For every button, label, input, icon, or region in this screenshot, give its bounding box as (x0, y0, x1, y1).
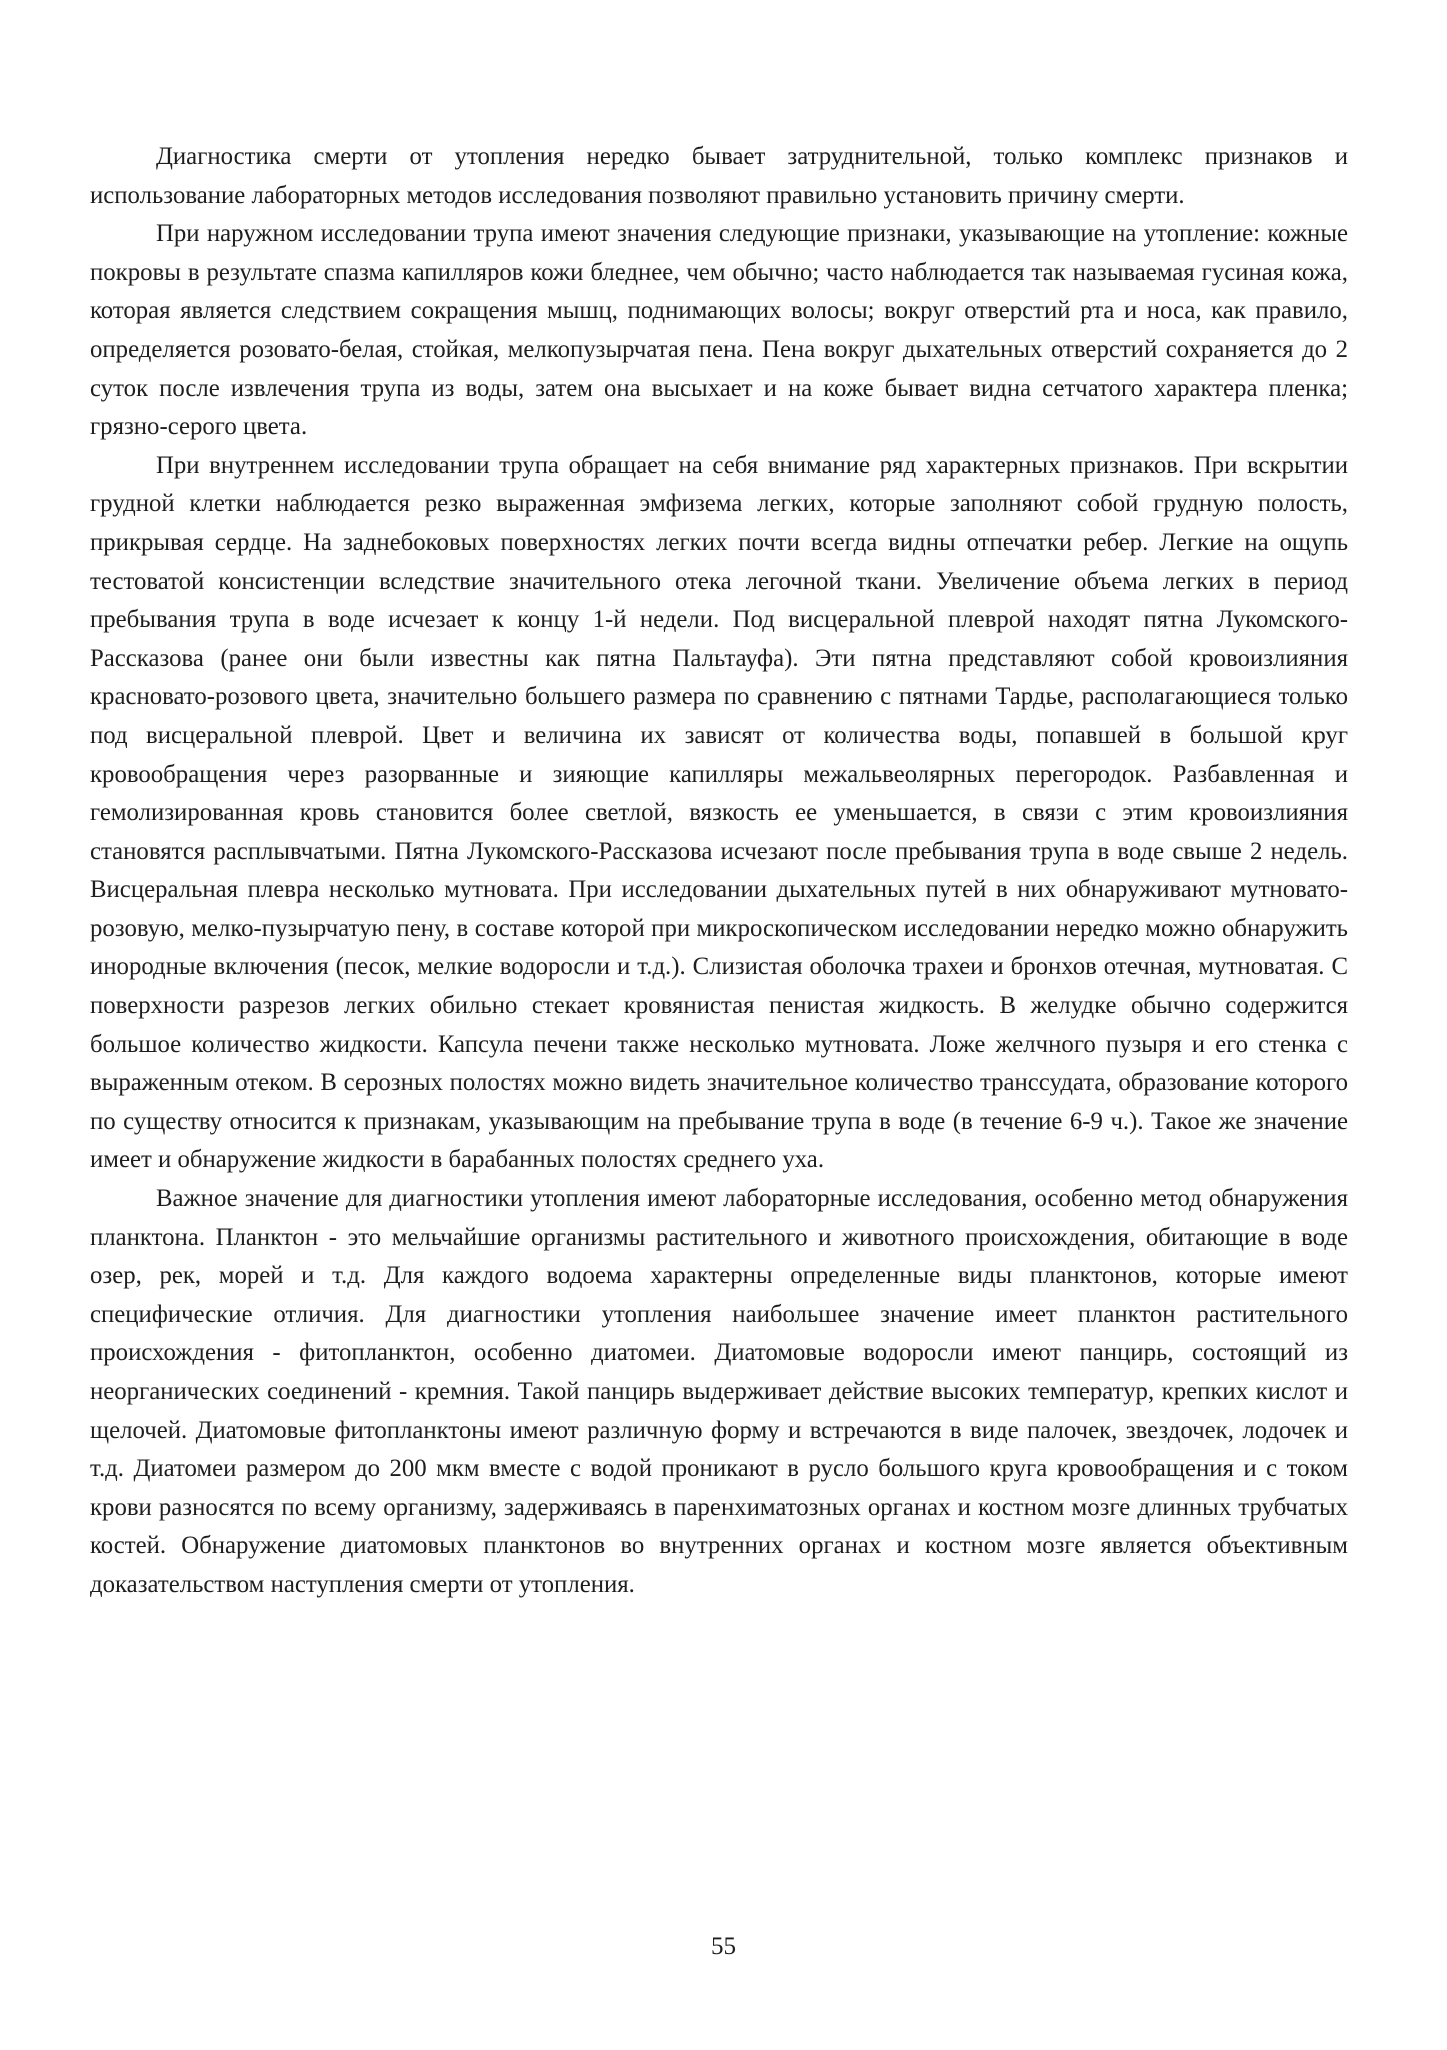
paragraph-laboratory-plankton: Важное значение для диагностики утопления имеют лабораторные исследования, особенно метод обнаружения планктона. Планктон - это мельчайшие организмы растительного и животного происхождения, обитающие в воде озер, рек, морей и т.д. Для каждого водоема характерны определенные виды планктонов, которые имеют специфические отличия. Для диагностики утопления наибольшее значение имеет планктон растительного происхождения - фитопланктон, особенно диатомеи. Диатомовые водоросли имеют панцирь, состоящий из неорганических соединений - кремния. Такой панцирь выдерживает действие высоких температур, крепких кислот и щелочей. Диатомовые фитопланктоны имеют различную форму и встречаются в виде палочек, звездочек, лодочек и т.д. Диатомеи размером до 200 мкм вместе с водой проникают в русло большого круга кровообращения и с током крови разносятся по всему организму, задерживаясь в паренхиматозных органах и костном мозге длинных трубчатых костей. Обнаружение диатомовых планктонов во внутренних органах и костном мозге является объективным доказательством наступления смерти от утопления. (90, 1185, 1348, 1598)
paragraph-diagnosis-intro: Диагностика смерти от утопления нередко бывает затруднительной, только комплекс признаков и использование лабораторных методов исследования позволяют правильно установить причину смерти. (90, 143, 1348, 209)
paragraph-external-examination: При наружном исследовании трупа имеют значения следующие признаки, указывающие на утопление: кожные покровы в результате спазма капилляров кожи бледнее, чем обычно; часто наблюдается так называемая гусиная кожа, которая является следствием сокращения мышц, поднимающих волосы; вокруг отверстий рта и носа, как правило, определяется розовато-белая, стойкая, мелкопузырчатая пена. Пена вокруг дыхательных отверстий сохраняется до 2 суток после извлечения трупа из воды, затем она высыхает и на коже бывает видна сетчатого характера пленка; грязно-серого цвета. (90, 220, 1348, 441)
paragraph-internal-examination: При внутреннем исследовании трупа обращает на себя внимание ряд характерных признаков. При вскрытии грудной клетки наблюдается резко выраженная эмфизема легких, которые заполняют собой грудную полость, прикрывая сердце. На заднебоковых поверхностях легких почти всегда видны отпечатки ребер. Легкие на ощупь тестоватой консистенции вследствие значительного отека легочной ткани. Увеличение объема легких в период пребывания трупа в воде исчезает к концу 1-й недели. Под висцеральной плеврой находят пятна Лукомского-Рассказова (ранее они были известны как пятна Пальтауфа). Эти пятна представляют собой кровоизлияния красновато-розового цвета, значительно большего размера по сравнению с пятнами Тардье, располагающиеся только под висцеральной плеврой. Цвет и величина их зависят от количества воды, попавшей в большой круг кровообращения через разорванные и зияющие капилляры межальвеолярных перегородок. Разбавленная и гемолизированная кровь становится более светлой, вязкость ее уменьшается, в связи с этим кровоизлияния становятся расплывчатыми. Пятна Лукомского-Рассказова исчезают после пребывания трупа в воде свыше 2 недель. Висцеральная плевра несколько мутновата. При исследовании дыхательных путей в них обнаруживают мутновато-розовую, мелко-пузырчатую пену, в составе которой при микроскопическом исследовании нередко можно обнаружить инородные включения (песок, мелкие водоросли и т.д.). Слизистая оболочка трахеи и бронхов отечная, мутноватая. С поверхности разрезов легких обильно стекает кровянистая пенистая жидкость. В желудке обычно содержится большое количество жидкости. Капсула печени также несколько мутновата. Ложе желчного пузыря и его стенка с выраженным отеком. В серозных полостях можно видеть значительное количество транссудата, образование которого по существу относится к признакам, указывающим на пребывание трупа в воде (в течение 6-9 ч.). Такое же значение имеет и обнаружение жидкости в барабанных полостях среднего уха. (90, 451, 1348, 1174)
page-body (90, 138, 1348, 1605)
page-number: 55 (711, 1933, 736, 1960)
